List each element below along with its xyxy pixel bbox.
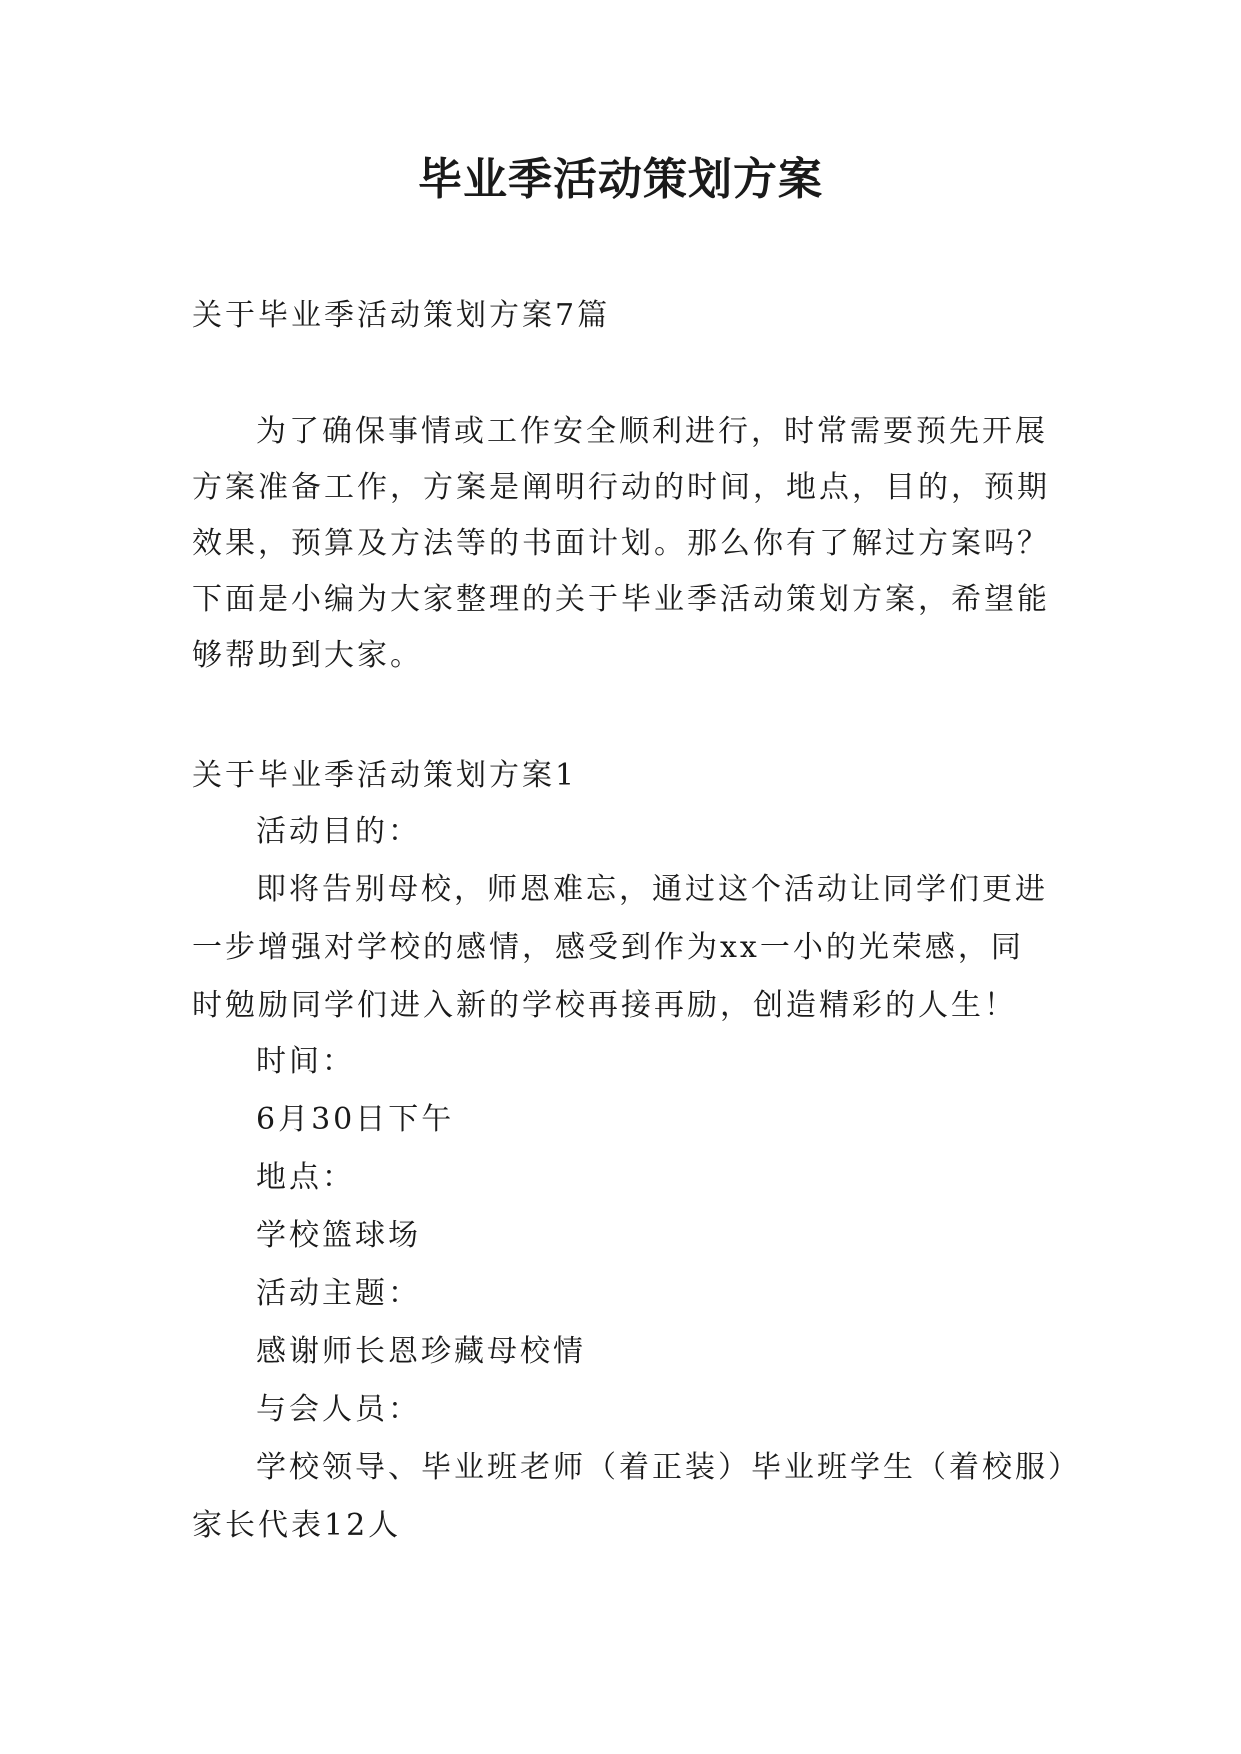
attendees-line-1: 学校领导、毕业班老师（着正装）毕业班学生（着校服） [256,1450,1081,1485]
purpose-line-3: 时勉励同学们进入新的学校再接再励，创造精彩的人生！ [192,988,1017,1023]
document-title: 毕业季活动策划方案 [418,154,823,205]
place-value: 学校篮球场 [256,1218,421,1253]
intro-line-2: 方案准备工作，方案是阐明行动的时间，地点，目的，预期 [192,470,1050,505]
attendees-label: 与会人员： [256,1392,421,1427]
theme-label: 活动主题： [256,1276,421,1311]
time-value: 6月30日下午 [256,1102,455,1137]
time-label: 时间： [256,1044,355,1079]
purpose-label: 活动目的： [256,814,421,849]
document-subtitle: 关于毕业季活动策划方案7篇 [192,298,611,333]
intro-line-1: 为了确保事情或工作安全顺利进行，时常需要预先开展 [256,414,1048,449]
theme-value: 感谢师长恩珍藏母校情 [256,1334,586,1369]
purpose-line-2: 一步增强对学校的感情，感受到作为xx一小的光荣感，同 [192,930,1024,965]
place-label: 地点： [256,1160,355,1195]
attendees-line-2: 家长代表12人 [192,1508,402,1543]
purpose-line-1: 即将告别母校，师恩难忘，通过这个活动让同学们更进 [256,872,1048,907]
intro-line-5: 够帮助到大家。 [192,638,423,673]
section-heading: 关于毕业季活动策划方案1 [192,758,578,793]
intro-line-3: 效果，预算及方法等的书面计划。那么你有了解过方案吗？ [192,526,1050,561]
intro-line-4: 下面是小编为大家整理的关于毕业季活动策划方案，希望能 [192,582,1050,617]
